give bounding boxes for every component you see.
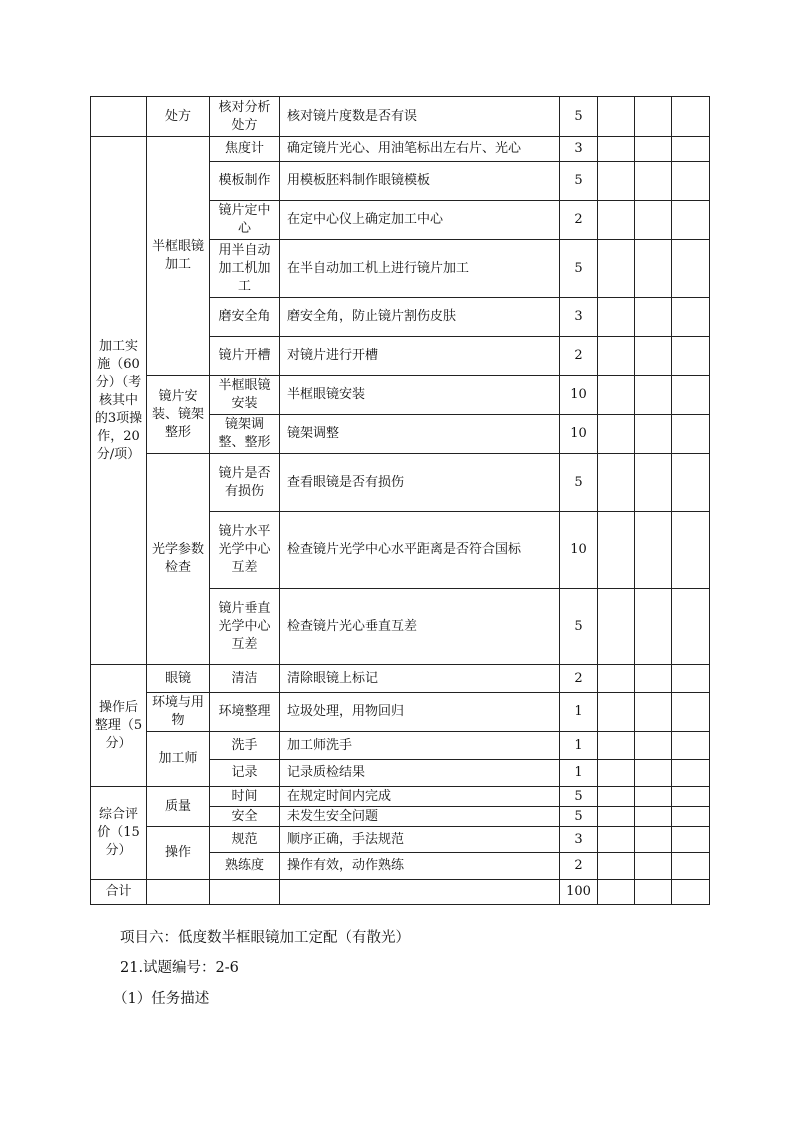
cell-empty: [598, 853, 635, 880]
cell-empty: [598, 760, 635, 787]
cell-desc: 在半自动加工机上进行镜片加工: [280, 240, 560, 298]
total-label: 合计: [91, 880, 147, 905]
group-after-op: 操作后整理（5分）: [91, 665, 147, 787]
group-implement: 加工实施（60分）（考核其中的3项操作，20分/项）: [91, 137, 147, 665]
cell-empty: [635, 827, 672, 853]
cell-empty: [672, 732, 710, 760]
cell-points: 1: [560, 693, 598, 732]
cell-item: 半框眼镜安装: [210, 376, 280, 415]
cell-empty: [598, 807, 635, 827]
cell-desc: 操作有效，动作熟练: [280, 853, 560, 880]
cell-points: 5: [560, 454, 598, 512]
cell-points: 10: [560, 376, 598, 415]
cell-points: 3: [560, 298, 598, 337]
cell-empty: [635, 853, 672, 880]
cell-empty: [598, 665, 635, 693]
cell-desc: 镜架调整: [280, 415, 560, 454]
cell-empty: [672, 665, 710, 693]
cell-item: 环境整理: [210, 693, 280, 732]
cell-empty: [635, 376, 672, 415]
cell-empty: [598, 512, 635, 589]
cell-points: 1: [560, 732, 598, 760]
cell-points: 5: [560, 589, 598, 665]
cell-c2: [147, 880, 210, 905]
cell-points: 5: [560, 240, 598, 298]
cell-empty: [672, 162, 710, 201]
cell-desc: 检查镜片光心垂直互差: [280, 589, 560, 665]
cell-empty: [635, 589, 672, 665]
cell-empty: [635, 97, 672, 137]
cell-points: 2: [560, 337, 598, 376]
cell-points: 3: [560, 137, 598, 162]
cell-points: 10: [560, 415, 598, 454]
cell-empty: [598, 376, 635, 415]
table-row: [91, 732, 710, 760]
cell-empty: [635, 240, 672, 298]
cell-desc: 检查镜片光学中心水平距离是否符合国标: [280, 512, 560, 589]
cell-empty: [672, 512, 710, 589]
cell-desc: 未发生安全问题: [280, 807, 560, 827]
cell-item: [210, 880, 280, 905]
cell-desc: 用模板胚料制作眼镜模板: [280, 162, 560, 201]
cell-empty: [672, 853, 710, 880]
project-title: 项目六：低度数半框眼镜加工定配（有散光）: [120, 930, 410, 946]
cell-empty: [635, 337, 672, 376]
cell-empty: [672, 760, 710, 787]
cell-empty: [635, 807, 672, 827]
cell-item: 洗手: [210, 732, 280, 760]
cell-item: 镜片水平光学中心互差: [210, 512, 280, 589]
cell-empty: [672, 880, 710, 905]
cell-desc: 磨安全角，防止镜片割伤皮肤: [280, 298, 560, 337]
cell-empty: [598, 162, 635, 201]
cell-empty: [598, 298, 635, 337]
cell-empty: [635, 201, 672, 240]
cell-empty: [672, 693, 710, 732]
total-points: 100: [560, 880, 598, 905]
cell-empty: [598, 97, 635, 137]
cell-empty: [598, 240, 635, 298]
cell-c2: 处方: [147, 97, 210, 137]
cell-empty: [672, 376, 710, 415]
cell-item: 熟练度: [210, 853, 280, 880]
cell-empty: [672, 827, 710, 853]
cell-item: 记录: [210, 760, 280, 787]
cell-empty: [598, 827, 635, 853]
question-number: 21.试题编号：2-6: [120, 960, 239, 976]
group-quality: 质量: [147, 787, 210, 827]
cell-empty: [598, 589, 635, 665]
cell-points: 5: [560, 787, 598, 807]
cell-empty: [672, 807, 710, 827]
cell-empty: [635, 512, 672, 589]
cell-item: 核对分析处方: [210, 97, 280, 137]
cell-empty: [672, 240, 710, 298]
cell-desc: 查看眼镜是否有损伤: [280, 454, 560, 512]
cell-empty: [635, 665, 672, 693]
cell-empty: [672, 415, 710, 454]
table-row: [91, 693, 710, 732]
table-row: [91, 97, 710, 137]
cell-desc: 确定镜片光心、用油笔标出左右片、光心: [280, 137, 560, 162]
cell-empty: [672, 298, 710, 337]
cell-empty: [635, 415, 672, 454]
group-operation: 操作: [147, 827, 210, 880]
table-row: [91, 137, 710, 162]
cell-item: 镜片是否有损伤: [210, 454, 280, 512]
cell-item: 镜片定中心: [210, 201, 280, 240]
cell-empty: [598, 454, 635, 512]
cell-points: 5: [560, 162, 598, 201]
cell-item: 镜架调整、整形: [210, 415, 280, 454]
group-optical: 光学参数检查: [147, 454, 210, 665]
cell-empty: [598, 880, 635, 905]
cell-item: 模板制作: [210, 162, 280, 201]
cell-empty: [635, 298, 672, 337]
cell-empty: [598, 693, 635, 732]
cell-empty: [635, 732, 672, 760]
scoring-table: [90, 96, 710, 905]
cell-c1: [91, 97, 147, 137]
group-glasses: 眼镜: [147, 665, 210, 693]
group-environment: 环境与用物: [147, 693, 210, 732]
cell-desc: 顺序正确，手法规范: [280, 827, 560, 853]
cell-item: 磨安全角: [210, 298, 280, 337]
table-row: [91, 787, 710, 807]
cell-item: 镜片垂直光学中心互差: [210, 589, 280, 665]
cell-points: 2: [560, 853, 598, 880]
cell-item: 焦度计: [210, 137, 280, 162]
cell-desc: 半框眼镜安装: [280, 376, 560, 415]
cell-points: 2: [560, 201, 598, 240]
cell-empty: [635, 693, 672, 732]
cell-desc: 对镜片进行开槽: [280, 337, 560, 376]
group-half-frame: 半框眼镜加工: [147, 137, 210, 376]
cell-points: 5: [560, 807, 598, 827]
table-row-total: [91, 880, 710, 905]
cell-empty: [672, 97, 710, 137]
cell-points: 10: [560, 512, 598, 589]
cell-empty: [672, 454, 710, 512]
cell-empty: [598, 732, 635, 760]
table-row: [91, 454, 710, 512]
table-row: [91, 827, 710, 853]
cell-points: 2: [560, 665, 598, 693]
table-row: [91, 665, 710, 693]
cell-item: 时间: [210, 787, 280, 807]
cell-desc: 清除眼镜上标记: [280, 665, 560, 693]
cell-empty: [598, 201, 635, 240]
cell-item: 镜片开槽: [210, 337, 280, 376]
cell-empty: [635, 454, 672, 512]
cell-points: 3: [560, 827, 598, 853]
cell-item: 安全: [210, 807, 280, 827]
cell-empty: [635, 137, 672, 162]
cell-item: 清洁: [210, 665, 280, 693]
cell-desc: 垃圾处理，用物回归: [280, 693, 560, 732]
cell-empty: [672, 337, 710, 376]
cell-desc: [280, 880, 560, 905]
cell-empty: [672, 589, 710, 665]
cell-empty: [672, 137, 710, 162]
group-overall: 综合评价（15分）: [91, 787, 147, 880]
task-heading: （1）任务描述: [113, 991, 210, 1007]
cell-empty: [635, 162, 672, 201]
cell-item: 规范: [210, 827, 280, 853]
cell-desc: 加工师洗手: [280, 732, 560, 760]
cell-empty: [635, 880, 672, 905]
cell-empty: [598, 137, 635, 162]
cell-points: 5: [560, 97, 598, 137]
cell-empty: [635, 760, 672, 787]
table-row: [91, 376, 710, 415]
cell-empty: [598, 337, 635, 376]
cell-empty: [635, 787, 672, 807]
cell-desc: 在定中心仪上确定加工中心: [280, 201, 560, 240]
group-technician: 加工师: [147, 732, 210, 787]
cell-desc: 在规定时间内完成: [280, 787, 560, 807]
cell-item: 用半自动加工机加工: [210, 240, 280, 298]
cell-empty: [672, 201, 710, 240]
cell-desc: 核对镜片度数是否有误: [280, 97, 560, 137]
cell-empty: [598, 787, 635, 807]
group-install: 镜片安装、镜架整形: [147, 376, 210, 454]
cell-desc: 记录质检结果: [280, 760, 560, 787]
cell-empty: [672, 787, 710, 807]
cell-points: 1: [560, 760, 598, 787]
cell-empty: [598, 415, 635, 454]
